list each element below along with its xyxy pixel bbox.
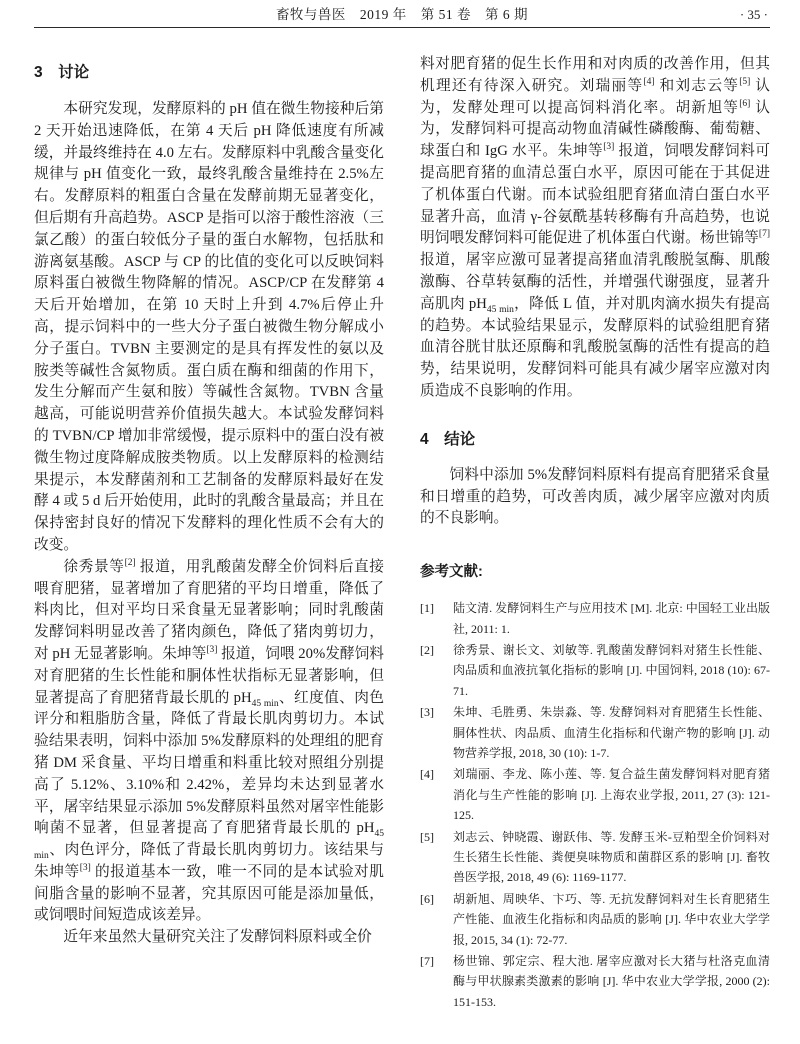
reference-text: 徐秀景、谢长文、刘敏等. 乳酸菌发酵饲料对猪生长性能、肉品质和血液抗氧化指标的影响 [J]. 中国饲料, 2018 (10): 67-71. <box>453 642 770 698</box>
citation-superscript: [3] <box>79 863 91 873</box>
reference-label: [5] <box>420 829 434 844</box>
journal-title: 畜牧与兽医 2019 年 第 51 卷 第 6 期 <box>275 7 529 22</box>
text-run: 报道，屠宰应激可显著提高猪血清乳酸脱氢酶、肌酸激酶、谷草转氨酶的活性，并增强代谢强度，显著升高肌肉 pH <box>420 252 770 312</box>
text-run: 徐秀景等 <box>63 558 125 575</box>
references-list <box>420 598 770 1012</box>
text-run: 近年来虽然大量研究关注了发酵饲料原料或全价 <box>63 929 372 946</box>
text-run: 报道，饲喂发酵饲料可提高肥育猪的血清总蛋白水平，原因可能在于其促进了机体蛋白代谢。而本试验组肥育猪血清白蛋白水平显著升高，血清 γ-谷氨酰基转移酶有升高趋势，也说明饲喂发酵饲料可能促进了机体蛋白代谢。杨世锦等 <box>420 143 770 247</box>
reference-label: [4] <box>420 767 434 782</box>
reference-item <box>420 951 770 1012</box>
text-run: 的报道基本一致，唯一不同的是本试验对肌间脂含量的影响不显著，究其原因可能是添加量低，或饲喂时间短造成该差异。 <box>34 863 384 924</box>
text-run: 报道，用乳酸菌发酵全价饲料后直接喂育肥猪，显著增加了育肥猪的平均日增重，降低了料肉比，但对平均日采食量无显著影响；同时乳酸菌发酵饲料明显改善了猪肉颜色，降低了猪肉剪切力，对 pH 无显著影响。朱坤等 <box>34 558 384 662</box>
reference-text: 胡新旭、周映华、卞巧、等. 无抗发酵饲料对生长育肥猪生产性能、血液生化指标和肉品质的影响 [J]. 华中农业大学学报, 2015, 34 (1): 72-77. <box>453 891 770 947</box>
citation-superscript: [3] <box>206 645 218 656</box>
text-run: 料对肥育猪的促生长作用和对肉质的改善作用，但其机理还有待深入研究。刘瑞丽等 <box>420 56 770 94</box>
two-column-layout <box>34 54 770 1013</box>
references-heading: 参考文献: <box>420 564 483 581</box>
right-column <box>420 54 770 1013</box>
page-number: · 35 · <box>739 7 768 22</box>
subscript-text: 45 min <box>34 829 384 862</box>
text-run: 报道，饲喂 20%发酵饲料对育肥猪的生长性能和胴体性状指标无显著影响，但显著提高了育肥猪背最长肌的 pH <box>34 645 384 706</box>
reference-item <box>420 764 770 825</box>
text-run: 饲料中添加 5%发酵饲料原料有提高育肥猪采食量和日增重的趋势，可改善肉质，减少屠宰应激对肉质的不良影响。 <box>420 466 770 527</box>
discussion-paragraph-1 <box>34 99 384 557</box>
reference-label: [6] <box>420 891 434 906</box>
citation-superscript: [5] <box>739 76 751 87</box>
citation-superscript: [7] <box>758 229 770 240</box>
citation-superscript: [3] <box>603 142 615 153</box>
discussion-paragraph-2 <box>34 557 384 928</box>
reference-label: [7] <box>420 954 434 969</box>
reference-text: 朱坤、毛胜勇、朱崇淼、等. 发酵饲料对育肥猪生长性能、胴体性状、肉品质、血清生化指标和代谢产物的影响 [J]. 动物营养学报, 2018, 30 (10): 1-7. <box>453 705 770 760</box>
text-run: 、肉色评分，降低了背最长肌肉剪切力。该结果与朱坤等 <box>34 842 384 880</box>
discussion-continuation-paragraph <box>420 54 770 403</box>
reference-text: 杨世锦、郭定宗、程大池. 屠宰应激对长大猪与杜洛克血清酶与甲状腺素类激素的影响 [J]. 华中农业大学学报, 2000 (2): 151-153. <box>453 954 770 1009</box>
discussion-heading: 3 讨论 <box>34 64 90 81</box>
reference-item <box>420 598 770 639</box>
discussion-paragraph-3 <box>34 927 384 949</box>
left-column <box>34 54 384 1013</box>
citation-superscript: [2] <box>124 557 136 568</box>
text-run: 认为，发酵饲料可提高动物血清碱性磷酸酶、葡萄糖、球蛋白和 IgG 水平。朱坤等 <box>420 99 770 160</box>
reference-text: 刘瑞丽、李龙、陈小莲、等. 复合益生菌发酵饲料对肥育猪消化与生产性能的影响 [J]. 上海农业学报, 2011, 27 (3): 121-125. <box>453 767 770 823</box>
reference-item <box>420 827 770 888</box>
citation-superscript: [6] <box>739 98 751 109</box>
citation-superscript: [4] <box>643 76 655 87</box>
text-run: ，降低 L 值，并对肌肉滴水损失有提高的趋势。本试验结果显示，发酵原料的试验组肥育猪血清谷胱甘肽还原酶和乳酸脱氢酶的活性有提高的趋势，结果说明，发酵饲料可能具有减少屠宰应激对肉质造成不良影响的作用。 <box>420 295 770 399</box>
reference-item <box>420 702 770 763</box>
reference-label: [3] <box>420 705 434 720</box>
header-rule <box>34 27 770 28</box>
text-run: 认为，发酵处理可以提高饲料消化率。胡新旭等 <box>420 77 770 116</box>
text-run: 本研究发现，发酵原料的 pH 值在微生物接种后第 2 天开始迅速降低，在第 4 天后 pH 降低速度有所减缓，并最终维持在 4.0 左右。发酵原料中乳酸含量变化规律与 pH 值变化一致，最终乳酸含量维持在 2.5%左右。发酵原料的粗蛋白含量在发酵前期无显著变化，但后期有升高趋势。ASCP 是指可以溶于酸性溶液（三氯乙酸）的蛋白较低分子量的蛋白水解物，包括肽和游离氨基酸。ASCP 与 CP 的比值的变化可以反映饲料原料蛋白被微生物降解的情况。ASCP/CP 在发酵第 4 天后开始增加，在第 10 天时上升到 4.7%后停止升高，提示饲料中的一些大分子蛋白被微生物分解成小分子蛋白。TVBN 主要测定的是具有挥发性的氨以及胺类等碱性含氮物质。蛋白质在酶和细菌的作用下，发生分解而产生氨和胺）等碱性含氮物。TVBN 含量越高，可能说明营养价值损失越大。本试验发酵饲料的 TVBN/CP 增加非常缓慢，提示原料中的蛋白没有被微生物过度降解成胺类物质。以上发酵原料的检测结果提示，本发酵菌剂和工艺制备的发酵原料最好在发酵 4 或 5 d 后开始使用，此时的乳酸含量最高；并且在保持密封良好的情况下发酵料的理化性质不会有大的改变。 <box>34 101 384 553</box>
conclusion-paragraph <box>420 465 770 530</box>
conclusion-heading: 4 结论 <box>420 430 476 448</box>
subscript-text: 45 min <box>486 304 514 315</box>
reference-item <box>420 889 770 950</box>
subscript-text: 45 min <box>251 698 279 709</box>
reference-label: [1] <box>420 601 434 616</box>
reference-item <box>420 640 770 701</box>
reference-text: 刘志云、钟晓霞、谢跃伟、等. 发酵玉米-豆粕型全价饲料对生长猪生长性能、粪便臭味物质和菌群区系的影响 [J]. 畜牧兽医学报, 2018, 49 (6): 1169-1177. <box>453 829 770 885</box>
page-header <box>34 4 770 25</box>
text-run: 和刘志云等 <box>654 77 740 94</box>
text-run: 、红度值、肉色评分和粗脂肪含量，降低了背最长肌肉剪切力。本试验结果表明，饲料中添加 5%发酵原料的处理组的肥育猪 DM 采食量、平均日增重和料重比较对照组分别提高了 5.12%、3.10%和 2.42%，差异均未达到显著水平，屠宰结果显示添加 5%发酵原料虽然对屠宰性能影响菌不显著，但显著提高了育肥猪背最长肌的 pH <box>34 689 384 837</box>
reference-text: 陆文清. 发酵饲料生产与应用技术 [M]. 北京: 中国轻工业出版社, 2011: 1. <box>453 601 770 636</box>
reference-label: [2] <box>420 642 434 657</box>
